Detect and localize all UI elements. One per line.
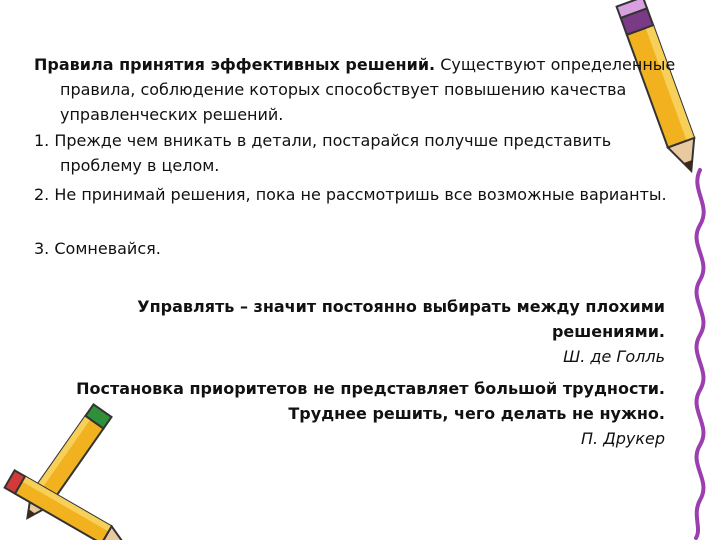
intro-paragraph	[34, 52, 680, 127]
quote-author: Ш. де Голль	[563, 347, 665, 366]
quote-text: Постановка приоритетов не представляет большой трудности. Труднее решить, чего делать не нужно.	[76, 379, 665, 423]
squiggle-line	[696, 170, 704, 538]
quote-text: Управлять – значит постоянно выбирать между плохими решениями.	[137, 297, 665, 341]
quote-block	[25, 294, 665, 369]
quote-block	[25, 376, 665, 451]
rule-item: 1. Прежде чем вникать в детали, постарайся получше представить проблему в целом.	[34, 131, 612, 175]
rule-item: 2. Не принимай решения, пока не рассмотришь все возможные варианты.	[34, 185, 667, 204]
quote-author: П. Друкер	[581, 429, 665, 448]
intro-text: Существуют определенные правила, соблюдение которых способствует повышению качества управленческих решений.	[60, 55, 676, 124]
intro-heading: Правила принятия эффективных решений.	[34, 55, 436, 74]
rule-item: 3. Сомневайся.	[34, 239, 161, 258]
